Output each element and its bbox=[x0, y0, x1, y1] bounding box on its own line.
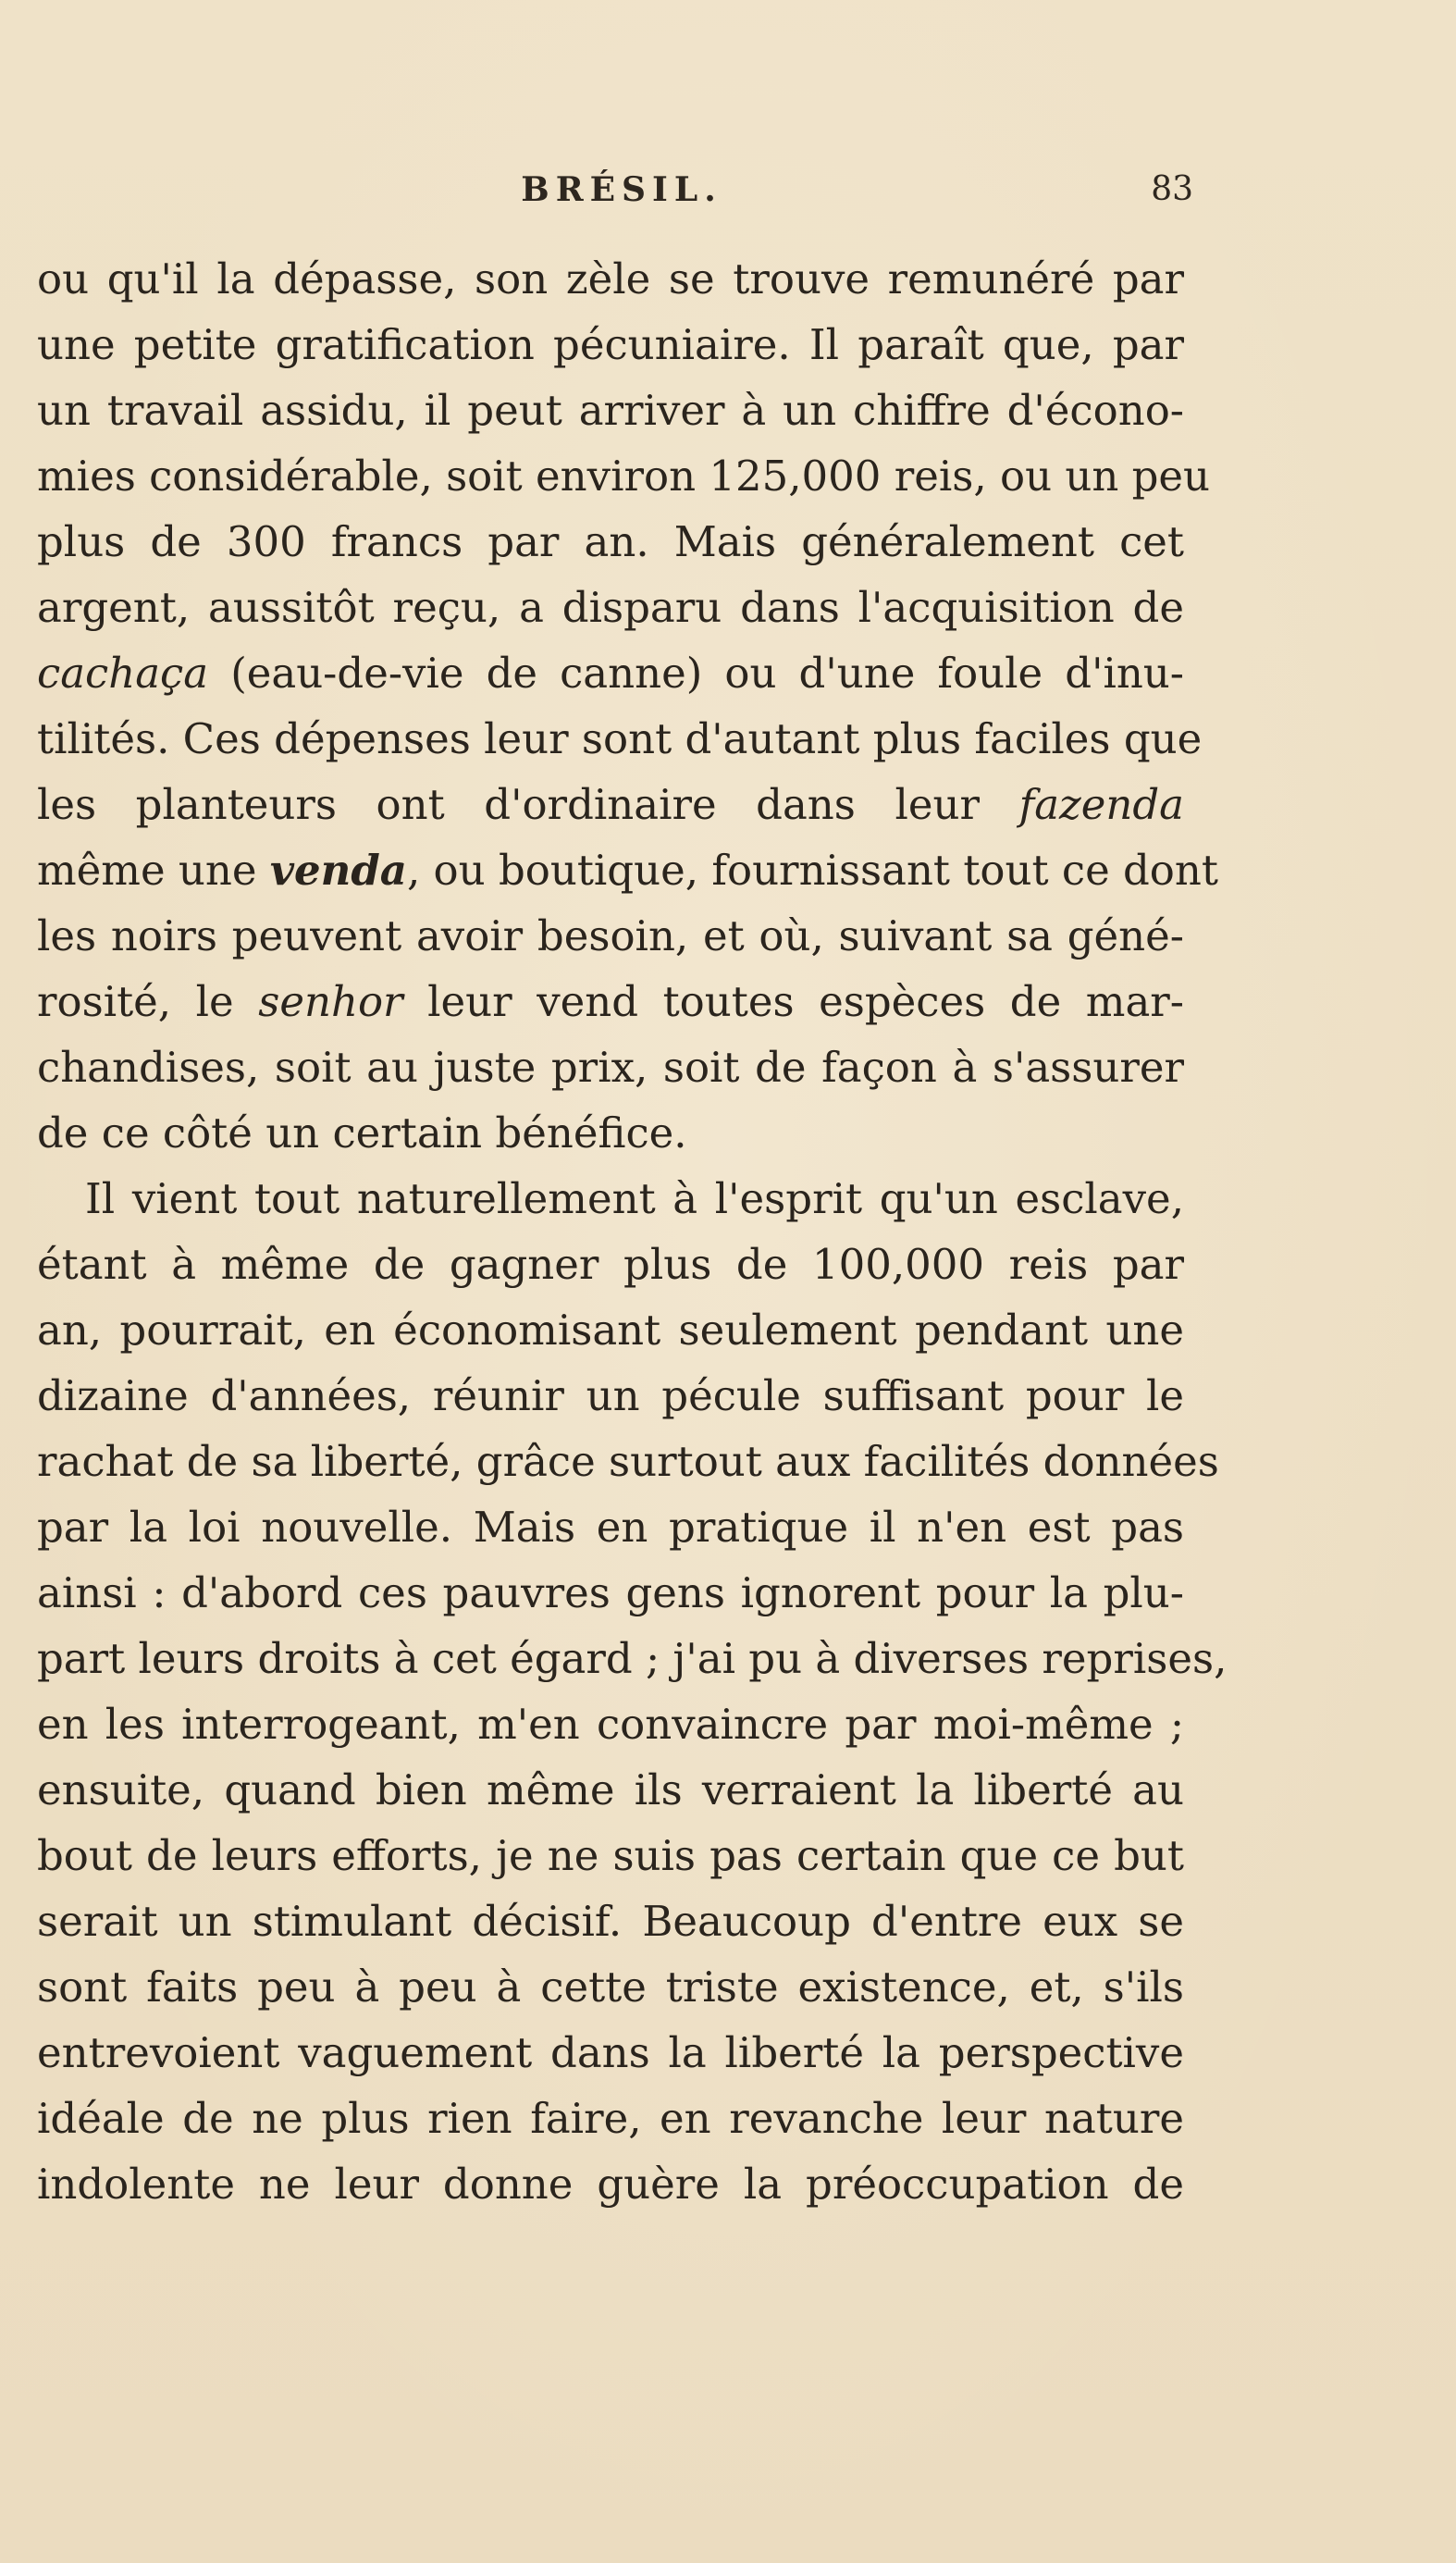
text-line: ainsi : d'abord ces pauvres gens ignorent pour la plu- bbox=[37, 1568, 1184, 1617]
text-line: bout de leurs efforts, je ne suis pas certain que ce but bbox=[37, 1831, 1184, 1880]
text-line: tilités. Ces dépenses leur sont d'autant plus faciles que bbox=[37, 714, 1203, 763]
text-line: sont faits peu à peu à cette triste existence, et, s'ils bbox=[37, 1962, 1184, 2012]
text-line: mies considérable, soit environ 125,000 reis, ou un peu bbox=[37, 452, 1211, 501]
italic-term-senhor: senhor bbox=[258, 977, 403, 1026]
text-line-segment: , ou boutique, fournissant tout ce dont bbox=[406, 846, 1218, 895]
text-line: en les interrogeant, m'en convaincre par moi-même ; bbox=[37, 1700, 1184, 1749]
text-line-segment: même une bbox=[37, 846, 257, 895]
text-line: plus de 300 francs par an. Mais généralement cet bbox=[37, 517, 1184, 566]
text-line: ou qu'il la dépasse, son zèle se trouve remunéré par bbox=[37, 254, 1184, 303]
text-line: idéale de ne plus rien faire, en revanche leur nature bbox=[37, 2094, 1184, 2143]
text-line-segment: rosité, le bbox=[37, 977, 234, 1026]
italic-term-cachaca: cachaça bbox=[37, 649, 209, 698]
text-line: indolente ne leur donne guère la préoccupation de bbox=[37, 2160, 1184, 2209]
text-line: Il vient tout naturellement à l'esprit qu'un esclave, bbox=[85, 1174, 1184, 1223]
text-line bbox=[37, 969, 1184, 1034]
running-head bbox=[37, 170, 1193, 226]
text-line: rachat de sa liberté, grâce surtout aux facilités données bbox=[37, 1437, 1219, 1486]
text-line: dizaine d'années, réunir un pécule suffisant pour le bbox=[37, 1371, 1184, 1420]
text-line: un travail assidu, il peut arriver à un chiffre d'écono- bbox=[37, 386, 1184, 435]
text-line: serait un stimulant décisif. Beaucoup d'entre eux se bbox=[37, 1897, 1184, 1946]
text-line: part leurs droits à cet égard ; j'ai pu à diverses reprises, bbox=[37, 1634, 1228, 1683]
text-line: ensuite, quand bien même ils verraient la liberté au bbox=[37, 1765, 1184, 1814]
italic-term-venda: venda bbox=[269, 846, 407, 895]
text-line: une petite gratification pécuniaire. Il paraît que, par bbox=[37, 320, 1184, 369]
italic-term-fazenda: fazenda bbox=[1018, 780, 1185, 829]
text-line bbox=[37, 837, 1218, 903]
page-number: 83 bbox=[1151, 170, 1193, 208]
text-line-segment: les planteurs ont d'ordinaire dans leur bbox=[37, 780, 980, 829]
text-line-segment: (eau-de-vie de canne) ou d'une foule d'inu- bbox=[230, 649, 1184, 698]
text-line-segment: leur vend toutes espèces de mar- bbox=[427, 977, 1184, 1026]
running-title: BRÉSIL. bbox=[521, 170, 722, 209]
text-line: par la loi nouvelle. Mais en pratique il n'en est pas bbox=[37, 1503, 1184, 1552]
text-line: de ce côté un certain bénéfice. bbox=[37, 1108, 687, 1158]
text-line: argent, aussitôt reçu, a disparu dans l'acquisition de bbox=[37, 583, 1184, 632]
text-line bbox=[37, 772, 1184, 837]
text-line: étant à même de gagner plus de 100,000 reis par bbox=[37, 1240, 1184, 1289]
text-line: chandises, soit au juste prix, soit de façon à s'assurer bbox=[37, 1043, 1184, 1092]
text-line: les noirs peuvent avoir besoin, et où, suivant sa géné- bbox=[37, 911, 1184, 960]
text-line: an, pourrait, en économisant seulement pendant une bbox=[37, 1306, 1184, 1355]
body-text bbox=[37, 246, 1228, 2217]
text-line: entrevoient vaguement dans la liberté la perspective bbox=[37, 2028, 1184, 2077]
text-line bbox=[37, 640, 1184, 706]
